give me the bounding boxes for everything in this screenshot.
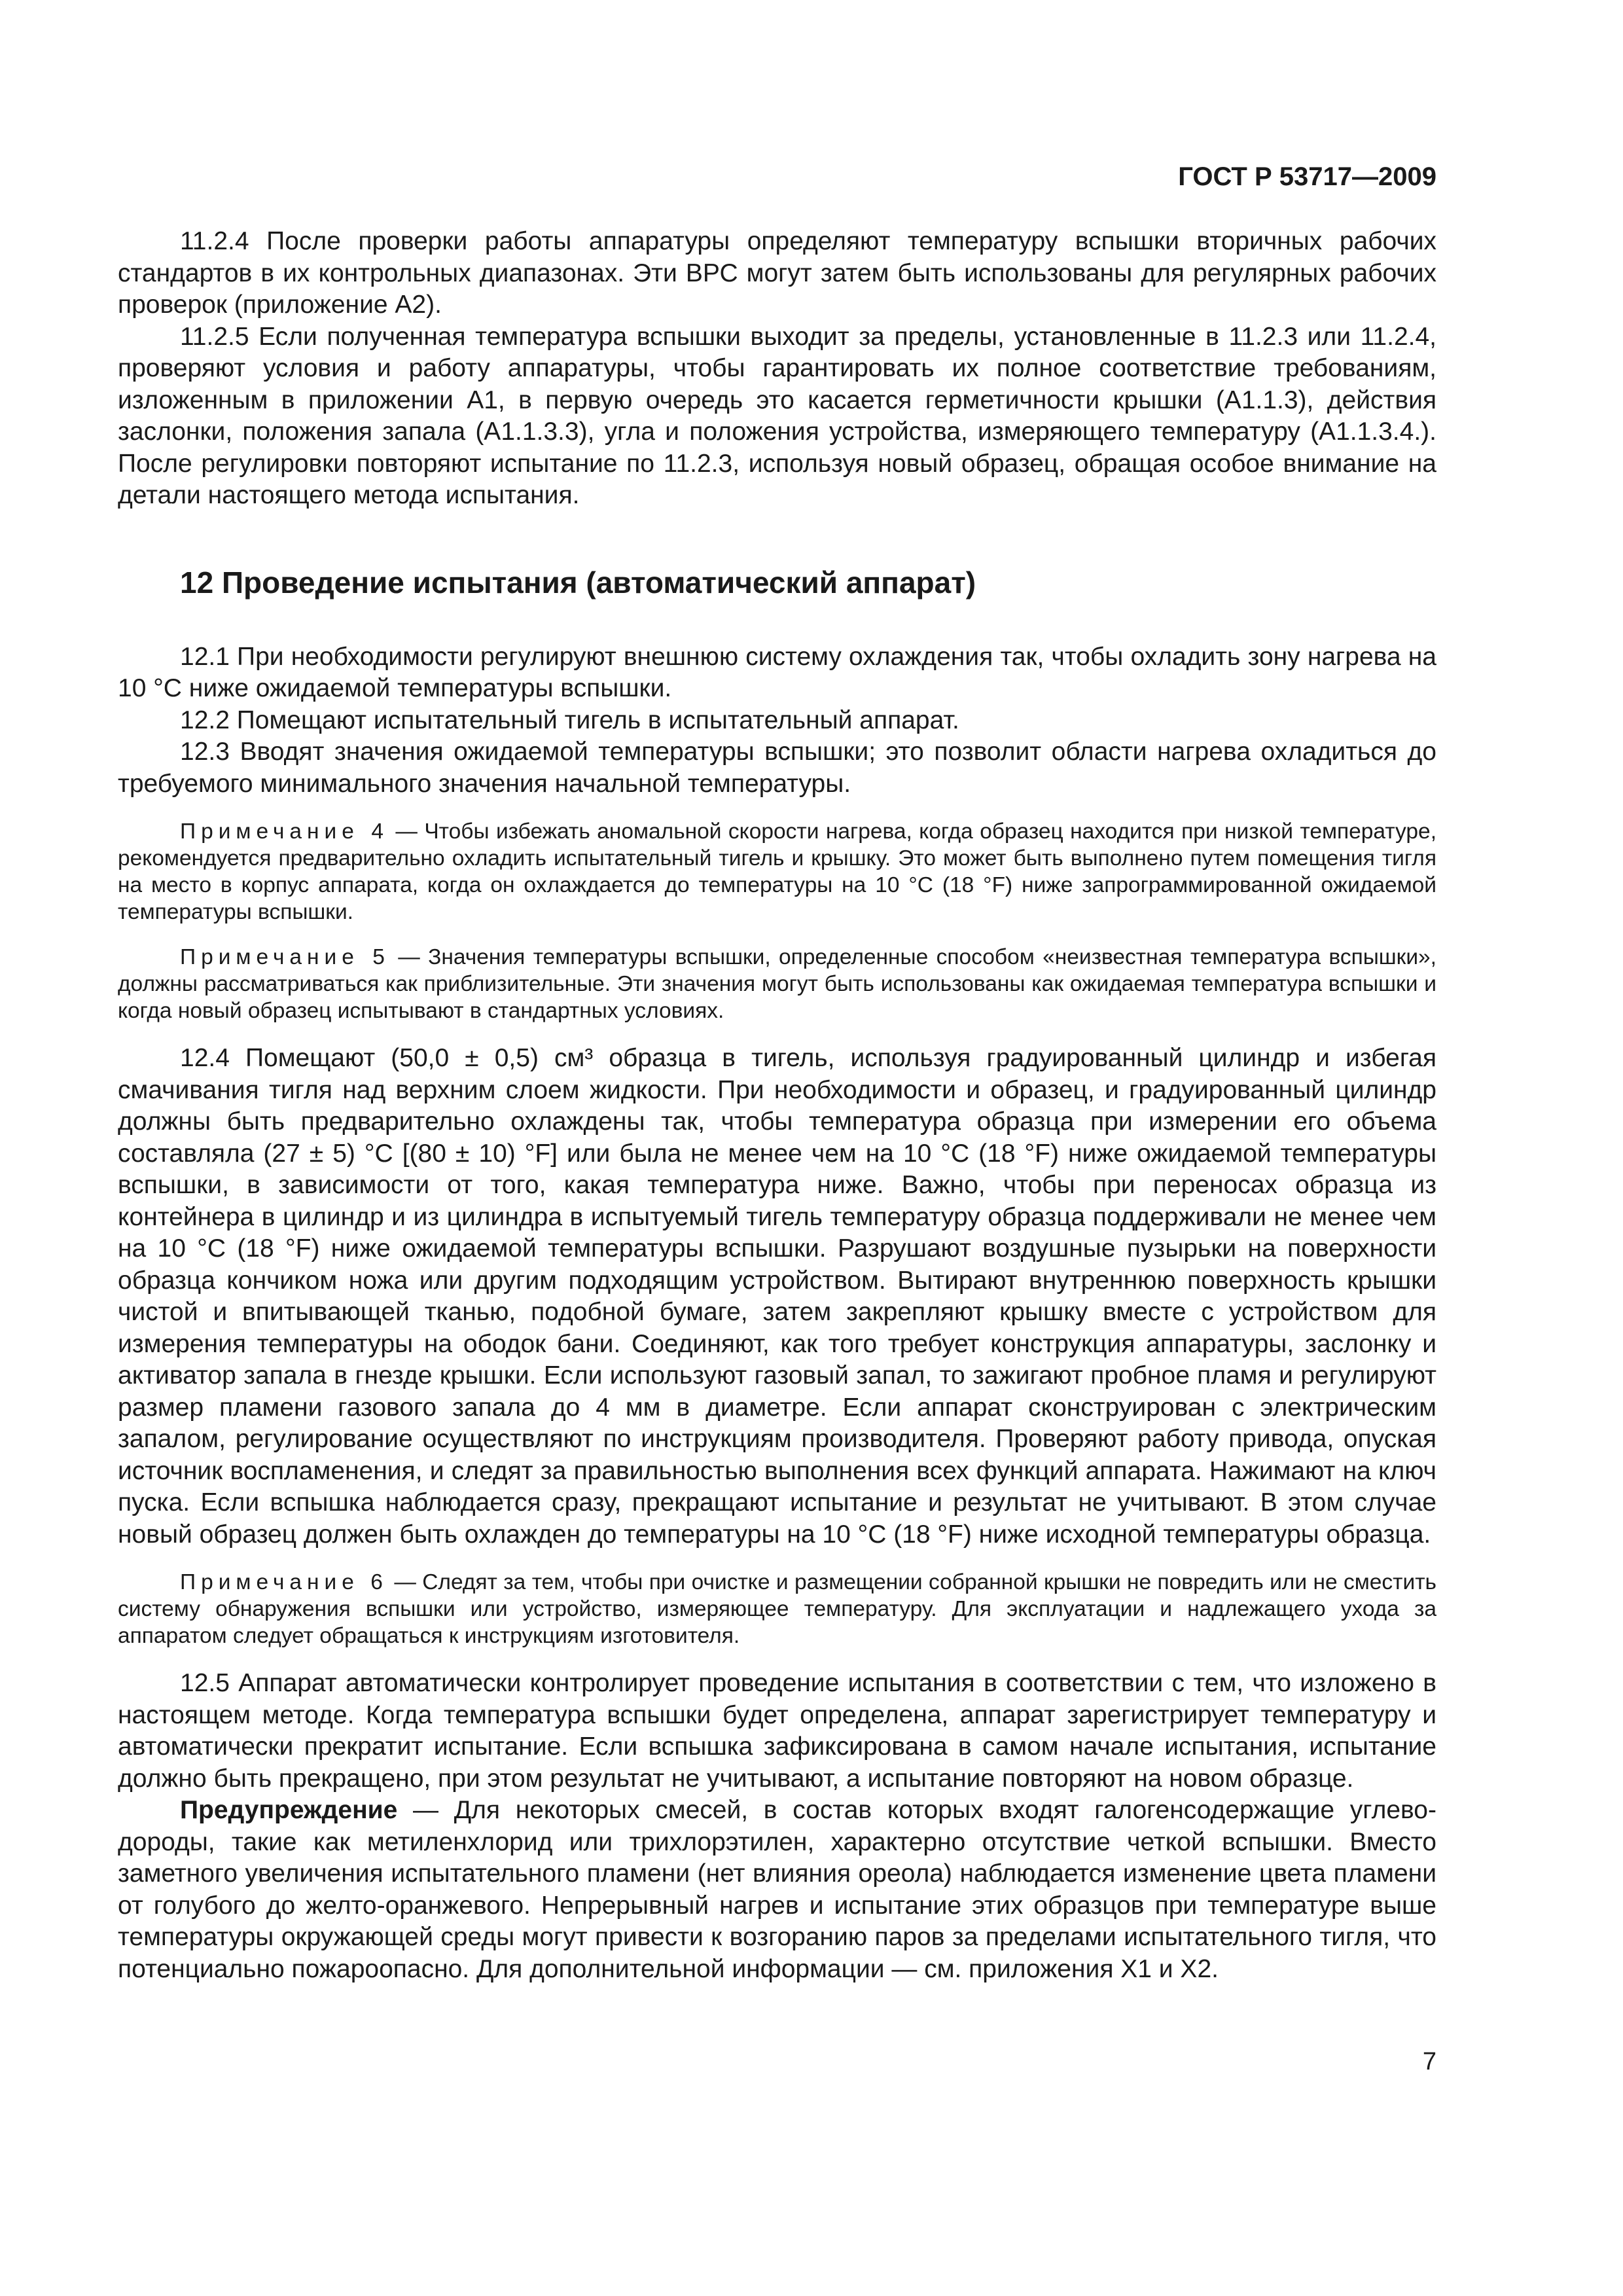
note-6-text: — Следят за тем, чтобы при очистке и размещении собранной крышки не повредить или не сместить систему обнаружения вспышки или устройство, измеряющее температуру. Для эксплуатации и надлежащего ухода за аппаратом следует обращаться к инструкциям изготовителя. xyxy=(118,1570,1436,1648)
warning-label: Предупреждение xyxy=(180,1796,398,1824)
paragraph-12-5: 12.5 Аппарат автоматически контролирует проведение испытания в соответствии с тем, что изложено в настоящем методе. Когда температура вспышки будет определена, аппарат зарегистрирует температуру и автоматически прекратит испытание. Если вспышка зафиксирована в самом начале испытания, испытание должно быть прекращено, при этом результат не учитывают, а испытание повторяют на новом образце. xyxy=(118,1669,1436,1793)
note-4-text: — Чтобы избежать аномальной скорости нагрева, когда образец находится при низкой температуре, рекомендуется предварительно охладить испытательный тигель и крышку. Это может быть выполнено путем помещения тигля на место в корпус аппарата, когда он охлаждается до температуры на 10 °С (18 °F) ниже запрограммированной ожидаемой температуры вспышки. xyxy=(118,819,1436,924)
page-content xyxy=(118,226,1436,1985)
note-5-text: — Значения температуры вспышки, определенные способом «неизвестная температура вспышки», должны рассматриваться как приблизительные. Эти значения могут быть использованы как ожидаемая температура вспышки и когда новый образец испытывают в стандартных условиях. xyxy=(118,945,1436,1023)
note-6 xyxy=(118,1569,1436,1649)
note-5 xyxy=(118,944,1436,1024)
note-4 xyxy=(118,818,1436,925)
paragraph-11-2-4: 11.2.4 После проверки работы аппаратуры определяют температуру вспышки вторичных рабочих стандартов в их контрольных диапазонах. Эти ВРС могут затем быть использованы для регулярных рабочих проверок (приложение А2). xyxy=(118,227,1436,319)
paragraph-12-1: 12.1 При необходимости регулируют внешнюю систему охлаждения так, чтобы охладить зону нагрева на 10 °С ниже ожидаемой температуры вспышки. xyxy=(118,642,1436,702)
paragraph-12-4: 12.4 Помещают (50,0 ± 0,5) см³ образца в тигель, используя градуированный цилиндр и избегая смачивания тигля над верхним слоем жидкости. При необходимости и образец, и градуированный цилиндр должны быть предварительно охлаждены так, чтобы температура образца при измерении его объема составляла (27 ± 5) °С [(80 ± 10) °F] или была не менее чем на 10 °С (18 °F) ниже ожидаемой температуры вспышки, в зависимости от того, какая температура ниже. Важно, чтобы при переносах образца из контейнера в цилиндр и из цилиндра в испытуемый тигель температуру образца поддерживали не менее чем на 10 °С (18 °F) ниже ожидаемой температуры вспышки. Разрушают воздушные пузырьки на поверхности образца кончиком ножа или другим подходящим устройством. Вытирают внутреннюю поверхность крышки чистой и впитывающей тканью, подобной бумаге, затем закрепляют крышку вместе с устройством для измерения температуры на ободок бани. Соединяют, как того требует конструкция аппаратуры, заслонку и активатор запала в гнезде крышки. Если используют газовый запал, то зажигают пробное пламя и регулируют размер пламени газового запала до 4 мм в диаметре. Если аппарат сконструирован с электрическим запалом, регулирование осуществляют по инструкциям производителя. Проверяют работу привода, опуская источник воспламенения, и следят за правильностью выполнения всех функций аппарата. Нажимают на ключ пуска. Если вспышка наблюдается сразу, прекращают испытание и результат не учитывают. В этом случае новый образец должен быть охлажден до температуры на 10 °С (18 °F) ниже исходной температуры образца. xyxy=(118,1044,1436,1549)
section-heading: 12 Проведение испытания (автоматический аппарат) xyxy=(180,565,976,600)
warning-paragraph xyxy=(118,1795,1436,1985)
note-4-label: Примечание 4 xyxy=(180,819,389,844)
warning-text: — Для некоторых смесей, в состав которых входят галогенсодержащие углеводороды, такие как метиленхлорид или трихлорэтилен, характерно отсутствие четкой вспышки. Вместо заметного увеличения испытательного пламени (нет влияния ореола) наблюдается изменение цвета пламени от голубого до желто-оранжевого. Непрерывный нагрев и испытание этих образцов при температуре выше температуры окружающей среды могут привести к возгоранию паров за пределами испытательного тигля, что потенциально пожароопасно. Для дополнительной информации — см. приложения Х1 и Х2. xyxy=(118,1796,1436,1983)
paragraph-11-2-5: 11.2.5 Если полученная температура вспышки выходит за пределы, установленные в 11.2.3 или 11.2.4, проверяют условия и работу аппаратуры, чтобы гарантировать их полное соответствие требованиям, изложенным в приложении А1, в первую очередь это касается герметичности крышки (А1.1.3), действия заслонки, положения запала (А1.1.3.3), угла и положения устройства, измеряющего температуру (А1.1.3.4.). После регулировки повторяют испытание по 11.2.3, используя новый образец, обращая особое внимание на детали настоящего метода испытания. xyxy=(118,322,1436,509)
document-code: ГОСТ Р 53717—2009 xyxy=(1178,162,1436,191)
note-5-label: Примечание 5 xyxy=(180,945,390,969)
note-6-label: Примечание 6 xyxy=(180,1570,388,1594)
page-number: 7 xyxy=(1422,2048,1436,2075)
paragraph-12-2: 12.2 Помещают испытательный тигель в испытательный аппарат. xyxy=(180,706,959,734)
paragraph-12-3: 12.3 Вводят значения ожидаемой температуры вспышки; это позволит области нагрева охладиться до требуемого минимального значения начальной температуры. xyxy=(118,738,1436,798)
